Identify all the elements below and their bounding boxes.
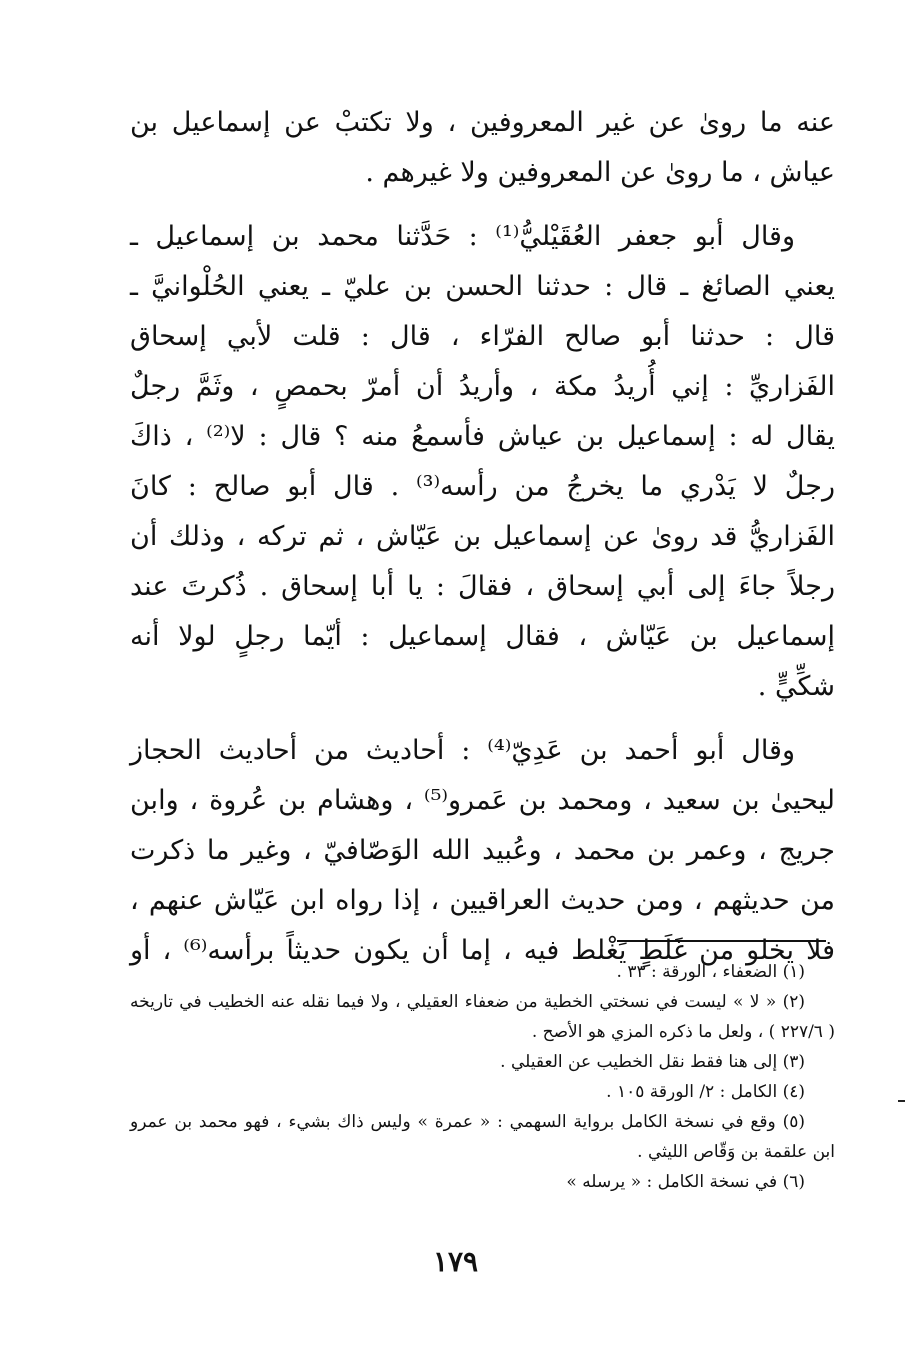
footnote-2 bbox=[130, 987, 835, 1047]
footnote-line: (٤) الكامل : ٢/ الورقة ١٠٥ . bbox=[606, 1082, 805, 1102]
text-line: يقال له : إسماعيل بن عياش فأسمعُ منه ؟ قال : لا⁽²⁾ ، ذاكَ bbox=[130, 421, 835, 452]
footnote-1 bbox=[130, 957, 835, 987]
page-number: ١٧٩ bbox=[432, 1245, 479, 1278]
footnote-4 bbox=[130, 1077, 835, 1107]
footnote-6 bbox=[130, 1167, 835, 1197]
text-line: وقال أبو جعفر العُقَيْليُّ⁽¹⁾ : حَدَّثنا محمد بن إسماعيل ـ bbox=[130, 221, 795, 252]
text-line: وقال أبو أحمد بن عَدِيّ⁽⁴⁾ : أحاديث من أحاديث الحجاز bbox=[130, 735, 795, 766]
paragraph-3 bbox=[130, 726, 835, 976]
text-line: يعني الصائغ ـ قال : حدثنا الحسن بن عليّ ـ يعني الحُلْوانيَّ ـ bbox=[130, 271, 835, 302]
paragraph-2 bbox=[130, 212, 835, 712]
paragraph-1 bbox=[130, 98, 835, 198]
text-line: رجلاً جاءَ إلى أبي إسحاق ، فقالَ : يا أبا إسحاق . ذُكرتَ عند bbox=[130, 571, 835, 602]
text-line: فلا يخلو من غَلَطٍ يَغْلط فيه ، إما أن يكون حديثاً برأسه⁽⁶⁾ ، أو bbox=[130, 935, 835, 966]
text-line: ليحيىٰ بن سعيد ، ومحمد بن عَمرو⁽⁵⁾ ، وهشام بن عُروة ، وابن bbox=[130, 785, 835, 816]
text-line: عياش ، ما روىٰ عن المعروفين ولا غيرهم . bbox=[365, 157, 835, 188]
text-line: الفَزاريِّ : إني أُريدُ مكة ، وأريدُ أن أمرّ بحمصٍ ، وثَمَّ رجلٌ bbox=[130, 371, 835, 402]
text-line: قال : حدثنا أبو صالح الفرّاء ، قال : قلت لأبي إسحاق bbox=[130, 321, 835, 352]
text-line: الفَزاريُّ قد روىٰ عن إسماعيل بن عَيّاش ، ثم تركه ، وذلك أن bbox=[130, 521, 835, 552]
footnote-line: (١) الضعفاء ، الورقة : ٣٣ . bbox=[616, 962, 805, 982]
footnote-5 bbox=[130, 1107, 835, 1167]
text-line: جريج ، وعمر بن محمد ، وعُبيد الله الوَصّافيّ ، وغير ما ذكرت bbox=[130, 835, 835, 866]
text-line: إسماعيل بن عَيّاش ، فقال إسماعيل : أيّما رجلٍ لولا أنه bbox=[130, 621, 835, 652]
footnote-line: ( ٢٢٧/٦ ) ، ولعل ما ذكره المزي هو الأصح . bbox=[531, 1022, 835, 1042]
footnotes bbox=[130, 957, 835, 1197]
margin-mark bbox=[898, 1100, 905, 1102]
text-line: رجلٌ لا يَدْري ما يخرجُ من رأسه⁽³⁾ . قال أبو صالح : كانَ bbox=[130, 471, 835, 502]
footnote-line: (٥) وقع في نسخة الكامل برواية السهمي : « عمرة » وليس ذاك بشيء ، فهو محمد بن عمرو bbox=[130, 1112, 805, 1132]
text-line: عنه ما روىٰ عن غير المعروفين ، ولا تكتبْ عن إسماعيل بن bbox=[130, 107, 835, 138]
footnote-separator bbox=[617, 940, 826, 942]
footnote-line: (٢) « لا » ليست في نسختي الخطية من ضعفاء العقيلي ، ولا فيما نقله عنه الخطيب في تاريخه bbox=[130, 992, 805, 1012]
main-text bbox=[130, 98, 835, 976]
footnote-line: ابن علقمة بن وَقّاص الليثي . bbox=[637, 1142, 835, 1162]
footnote-line: (٦) في نسخة الكامل : « يرسله » bbox=[566, 1172, 805, 1192]
footnote-3 bbox=[130, 1047, 835, 1077]
text-line: شكِّيٍّ . bbox=[757, 671, 835, 702]
text-line: من حديثهم ، ومن حديث العراقيين ، إذا رواه ابن عَيّاش عنهم ، bbox=[130, 885, 835, 916]
footnote-line: (٣) إلى هنا فقط نقل الخطيب عن العقيلي . bbox=[500, 1052, 805, 1072]
